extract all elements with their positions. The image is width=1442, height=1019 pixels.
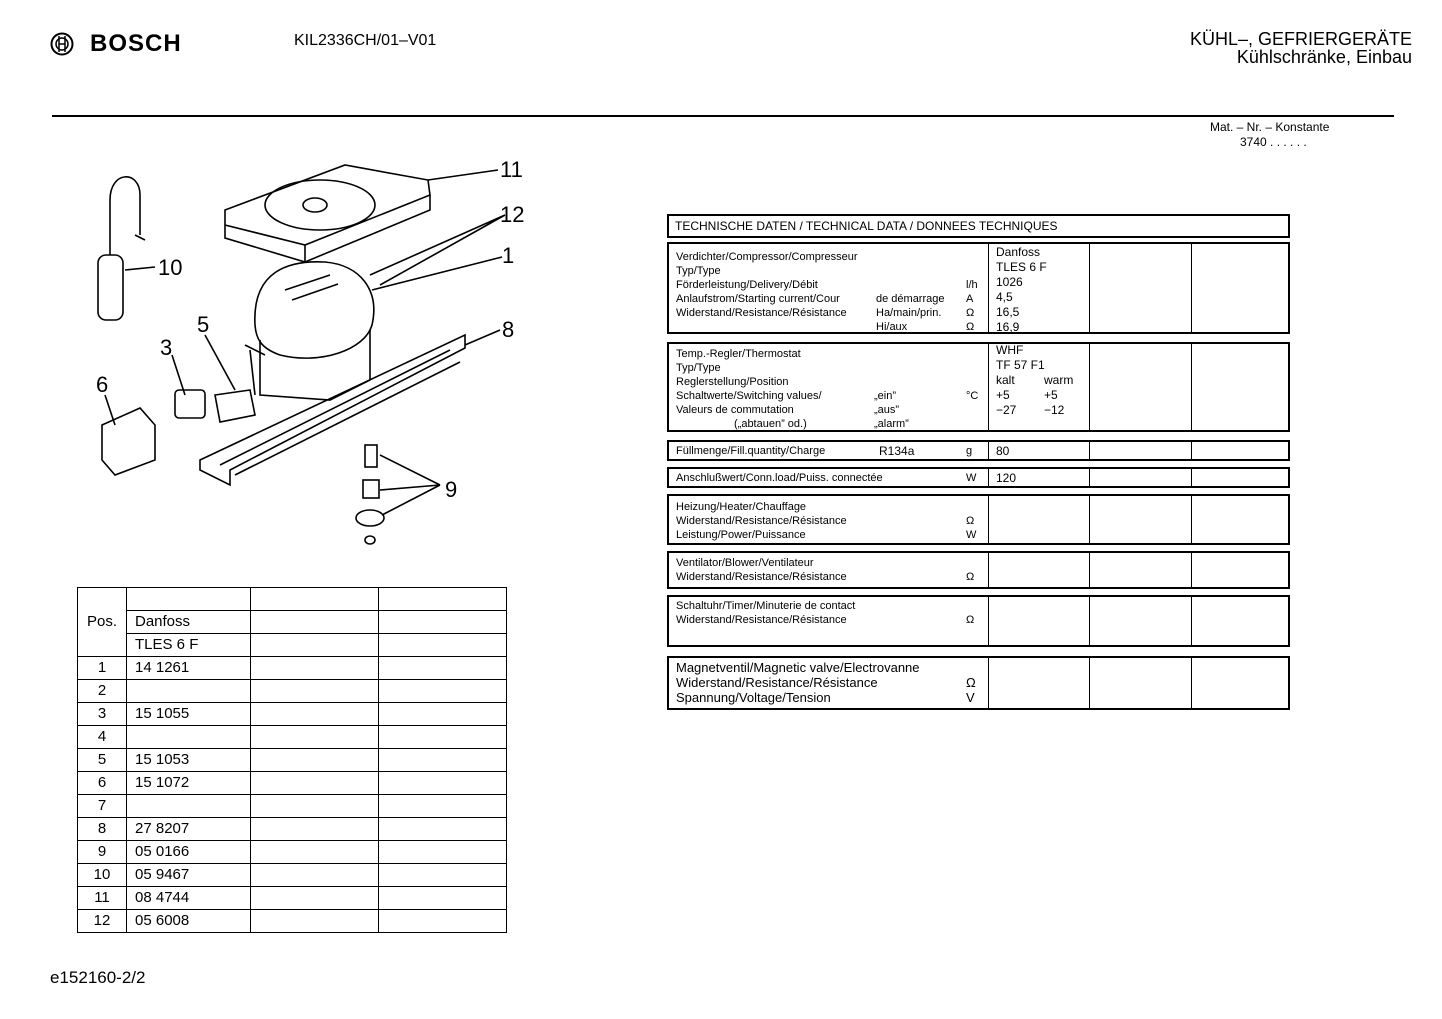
part-number: 08 4744 bbox=[127, 887, 251, 910]
material-number bbox=[1210, 120, 1329, 150]
part-number bbox=[127, 795, 251, 818]
relay-cover-drawing bbox=[102, 408, 155, 475]
header-divider bbox=[52, 115, 1394, 117]
part-empty-col3 bbox=[379, 795, 507, 818]
callout-3: 3 bbox=[160, 335, 173, 360]
spec-sublabel: Hi/aux bbox=[876, 321, 908, 333]
part-empty-col3 bbox=[379, 818, 507, 841]
spec-label: Widerstand/Resistance/Résistance bbox=[676, 571, 847, 583]
label-row bbox=[676, 556, 986, 570]
part-empty-col2 bbox=[251, 841, 379, 864]
spec-label: Spannung/Voltage/Tension bbox=[676, 690, 831, 705]
parts-header-blank bbox=[127, 588, 251, 611]
callout-11: 11 bbox=[500, 157, 523, 182]
tech-data-title: TECHNISCHE DATEN / TECHNICAL DATA / DONNEES TECHNIQUES bbox=[667, 214, 1290, 238]
part-number bbox=[127, 680, 251, 703]
label-row bbox=[676, 264, 986, 278]
part-pos: 4 bbox=[78, 726, 127, 749]
blower-labels bbox=[676, 556, 986, 584]
table-row bbox=[78, 841, 507, 864]
spec-sublabel: „alarm” bbox=[874, 418, 909, 430]
part-empty-col2 bbox=[251, 726, 379, 749]
part-pos: 2 bbox=[78, 680, 127, 703]
spec-label: Anlaufstrom/Starting current/Cour bbox=[676, 293, 840, 305]
spec-label: Heizung/Heater/Chauffage bbox=[676, 501, 807, 513]
part-empty-col3 bbox=[379, 657, 507, 680]
spec-label: Magnetventil/Magnetic valve/Electrovanne bbox=[676, 660, 920, 675]
grommet-set-drawing bbox=[356, 445, 384, 544]
label-row bbox=[676, 403, 986, 417]
spec-unit: l/h bbox=[966, 279, 978, 291]
charge-value: 80 bbox=[996, 444, 1010, 458]
capacitor-drawing bbox=[98, 177, 145, 320]
part-empty-col2 bbox=[251, 772, 379, 795]
part-pos: 12 bbox=[78, 910, 127, 933]
spec-label: Ventilator/Blower/Ventilateur bbox=[676, 557, 814, 569]
spec-unit: Ω bbox=[966, 614, 975, 626]
part-empty-col2 bbox=[251, 680, 379, 703]
spec-sublabel: Ha/main/prin. bbox=[876, 307, 942, 319]
part-pos: 7 bbox=[78, 795, 127, 818]
part-empty-col2 bbox=[251, 657, 379, 680]
label-row bbox=[676, 528, 986, 542]
callout-5: 5 bbox=[197, 312, 210, 337]
part-number: 15 1072 bbox=[127, 772, 251, 795]
part-number: 15 1055 bbox=[127, 703, 251, 726]
thermostat-value-a: +5 bbox=[996, 388, 1010, 402]
thermostat-value-a: −27 bbox=[996, 403, 1017, 417]
spec-label: Reglerstellung/Position bbox=[676, 376, 789, 388]
part-pos: 6 bbox=[78, 772, 127, 795]
spec-label: Typ/Type bbox=[676, 265, 721, 277]
blower-block bbox=[667, 551, 1290, 589]
part-empty-col3 bbox=[379, 864, 507, 887]
label-row bbox=[676, 320, 986, 334]
parts-table bbox=[77, 587, 507, 933]
table-row bbox=[78, 772, 507, 795]
part-empty-col2 bbox=[251, 818, 379, 841]
thermostat-value-b: warm bbox=[1044, 373, 1074, 387]
charge-label: Füllmenge/Fill.quantity/Charge bbox=[676, 445, 826, 457]
compressor-block bbox=[667, 242, 1290, 334]
mat-nr-value: 3740 . . . . . . bbox=[1240, 135, 1307, 149]
label-row bbox=[676, 347, 986, 361]
part-pos: 3 bbox=[78, 703, 127, 726]
part-empty-col3 bbox=[379, 910, 507, 933]
brand-logo bbox=[50, 30, 182, 58]
part-number: 05 0166 bbox=[127, 841, 251, 864]
label-row bbox=[676, 417, 986, 431]
part-empty-col3 bbox=[379, 703, 507, 726]
spec-unit: °C bbox=[966, 390, 979, 402]
label-row bbox=[676, 570, 986, 584]
spec-sublabel: „ein” bbox=[874, 390, 897, 402]
spec-label: Widerstand/Resistance/Résistance bbox=[676, 675, 878, 690]
callout-1: 1 bbox=[502, 243, 515, 268]
table-row bbox=[78, 657, 507, 680]
table-row bbox=[78, 749, 507, 772]
part-number bbox=[127, 726, 251, 749]
timer-labels bbox=[676, 599, 986, 627]
thermostat-value-b: −12 bbox=[1044, 403, 1065, 417]
label-row bbox=[676, 500, 986, 514]
callout-9: 9 bbox=[445, 477, 458, 502]
compressor-value: 16,5 bbox=[996, 305, 1020, 319]
spec-sublabel: de démarrage bbox=[876, 293, 945, 305]
part-pos: 11 bbox=[78, 887, 127, 910]
compressor-value: TLES 6 F bbox=[996, 260, 1047, 274]
table-row bbox=[78, 818, 507, 841]
part-pos: 8 bbox=[78, 818, 127, 841]
spec-label: („abtauen” od.) bbox=[734, 418, 807, 430]
callout-6: 6 bbox=[96, 372, 109, 397]
part-empty-col3 bbox=[379, 726, 507, 749]
label-row bbox=[676, 292, 986, 306]
thermostat-labels bbox=[676, 347, 986, 431]
parts-supplier: Danfoss bbox=[127, 611, 251, 634]
spec-unit: Ω bbox=[966, 321, 975, 333]
part-empty-col3 bbox=[379, 772, 507, 795]
spec-unit: Ω bbox=[966, 675, 976, 690]
thermostat-value-a: TF 57 F1 bbox=[996, 358, 1045, 372]
label-row bbox=[676, 660, 986, 675]
table-row bbox=[78, 680, 507, 703]
spec-unit: A bbox=[966, 293, 974, 305]
part-empty-col3 bbox=[379, 749, 507, 772]
part-number: 27 8207 bbox=[127, 818, 251, 841]
label-row bbox=[676, 613, 986, 627]
spec-unit: W bbox=[966, 529, 977, 541]
compressor-labels bbox=[676, 250, 986, 334]
thermostat-value-a: WHF bbox=[996, 343, 1024, 357]
category-line1: KÜHL–, GEFRIERGERÄTE bbox=[1189, 29, 1412, 49]
spec-label: Schaltuhr/Timer/Minuterie de contact bbox=[676, 600, 856, 612]
spec-label: Widerstand/Resistance/Résistance bbox=[676, 307, 847, 319]
spec-unit: Ω bbox=[966, 515, 975, 527]
part-empty-col2 bbox=[251, 910, 379, 933]
compressor-value: 4,5 bbox=[996, 290, 1013, 304]
table-row bbox=[78, 910, 507, 933]
conn-load-label: Anschlußwert/Conn.load/Puiss. connectée bbox=[676, 472, 883, 484]
table-row bbox=[78, 887, 507, 910]
mounting-rail-drawing bbox=[200, 335, 465, 485]
part-pos: 1 bbox=[78, 657, 127, 680]
category-line2: Kühlschränke, Einbau bbox=[1236, 47, 1412, 67]
spec-label: Widerstand/Resistance/Résistance bbox=[676, 515, 847, 527]
document-id: e152160-2/2 bbox=[50, 968, 146, 987]
thermostat-value-b: +5 bbox=[1044, 388, 1058, 402]
charge-block bbox=[667, 440, 1290, 461]
part-empty-col2 bbox=[251, 703, 379, 726]
spec-sublabel: „aus” bbox=[874, 404, 900, 416]
part-pos: 10 bbox=[78, 864, 127, 887]
drip-tray-drawing bbox=[225, 165, 430, 262]
spec-label: Schaltwerte/Switching values/ bbox=[676, 390, 822, 402]
part-empty-col2 bbox=[251, 887, 379, 910]
spec-unit: Ω bbox=[966, 307, 975, 319]
part-pos: 9 bbox=[78, 841, 127, 864]
spec-label: Valeurs de commutation bbox=[676, 404, 794, 416]
spec-label: Temp.-Regler/Thermostat bbox=[676, 348, 801, 360]
spec-unit: Ω bbox=[966, 571, 975, 583]
part-empty-col2 bbox=[251, 795, 379, 818]
category bbox=[1190, 30, 1412, 66]
spec-label: Leistung/Power/Puissance bbox=[676, 529, 806, 541]
callout-10: 10 bbox=[158, 255, 183, 280]
mat-nr-label: Mat. – Nr. – Konstante bbox=[1210, 120, 1330, 134]
valve-labels bbox=[676, 660, 986, 705]
model-number: KIL2336CH/01–V01 bbox=[294, 32, 437, 49]
table-row bbox=[78, 795, 507, 818]
part-number: 05 6008 bbox=[127, 910, 251, 933]
timer-block bbox=[667, 595, 1290, 647]
conn-load-value: 120 bbox=[996, 471, 1017, 485]
brand-name: BOSCH bbox=[90, 30, 182, 57]
thermostat-value-a: kalt bbox=[996, 373, 1015, 387]
part-empty-col3 bbox=[379, 887, 507, 910]
thermostat-block bbox=[667, 342, 1290, 432]
callout-8: 8 bbox=[502, 317, 515, 342]
callout-12: 12 bbox=[500, 202, 525, 227]
relay-drawing bbox=[175, 390, 205, 418]
label-row bbox=[676, 375, 986, 389]
part-number: 14 1261 bbox=[127, 657, 251, 680]
part-empty-col2 bbox=[251, 749, 379, 772]
table-row bbox=[78, 864, 507, 887]
label-row bbox=[676, 599, 986, 613]
heater-labels bbox=[676, 500, 986, 542]
part-empty-col2 bbox=[251, 864, 379, 887]
compressor-drawing bbox=[245, 262, 374, 400]
part-empty-col3 bbox=[379, 680, 507, 703]
part-empty-col3 bbox=[379, 841, 507, 864]
label-row bbox=[676, 389, 986, 403]
charge-refrigerant: R134a bbox=[879, 444, 915, 458]
spec-label: Verdichter/Compressor/Compresseur bbox=[676, 251, 858, 263]
overload-protector-drawing bbox=[215, 390, 255, 422]
compressor-value: Danfoss bbox=[996, 245, 1041, 259]
part-number: 05 9467 bbox=[127, 864, 251, 887]
compressor-values bbox=[996, 245, 1047, 335]
spec-unit: V bbox=[966, 690, 975, 705]
label-row bbox=[676, 278, 986, 292]
part-pos: 5 bbox=[78, 749, 127, 772]
label-row bbox=[676, 675, 986, 690]
heater-block bbox=[667, 494, 1290, 545]
label-row bbox=[676, 306, 986, 320]
parts-type: TLES 6 F bbox=[127, 634, 251, 657]
valve-block bbox=[667, 656, 1290, 710]
table-row bbox=[78, 726, 507, 749]
part-number: 15 1053 bbox=[127, 749, 251, 772]
compressor-value: 1026 bbox=[996, 275, 1023, 289]
spec-label: Widerstand/Resistance/Résistance bbox=[676, 614, 847, 626]
label-row bbox=[676, 250, 986, 264]
charge-unit: g bbox=[966, 445, 973, 457]
label-row bbox=[676, 361, 986, 375]
spec-label: Typ/Type bbox=[676, 362, 721, 374]
label-row bbox=[676, 690, 986, 705]
pos-header: Pos. bbox=[78, 588, 127, 657]
compressor-value: 16,9 bbox=[996, 320, 1020, 334]
bosch-armature-icon bbox=[50, 32, 74, 56]
label-row bbox=[676, 514, 986, 528]
exploded-parts-drawing bbox=[80, 150, 560, 560]
table-row bbox=[78, 703, 507, 726]
conn-load-unit: W bbox=[966, 472, 977, 484]
conn-load-block bbox=[667, 467, 1290, 488]
spec-label: Förderleistung/Delivery/Débit bbox=[676, 279, 818, 291]
